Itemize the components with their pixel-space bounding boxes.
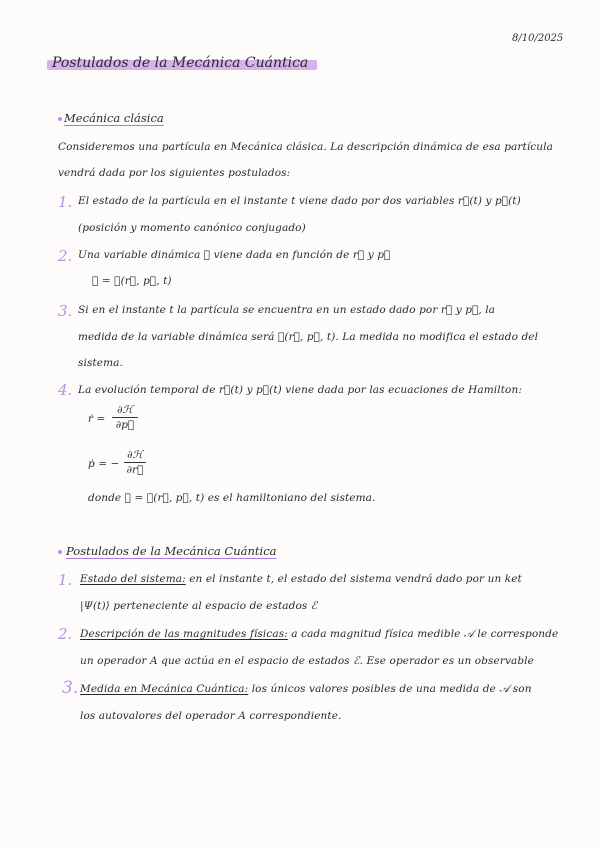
item-line bbox=[80, 628, 558, 641]
item-number: 2. bbox=[58, 247, 73, 265]
item-number: 1. bbox=[58, 571, 73, 589]
equation-lhs: ṗ = − bbox=[88, 458, 120, 470]
section-heading-classical: Mecánica clásica bbox=[64, 111, 164, 125]
postulate-text: a cada magnitud física medible 𝒜 le corresponde bbox=[291, 628, 559, 640]
item-number: 3. bbox=[58, 302, 73, 320]
item-number: 2. bbox=[58, 625, 73, 643]
postulate-label: Descripción de las magnitudes físicas: bbox=[80, 628, 288, 640]
fraction-bar bbox=[112, 417, 138, 418]
fraction-bar bbox=[124, 462, 146, 463]
item-line: La evolución temporal de r⃗(t) y p⃗(t) viene dada por las ecuaciones de Hamilton: bbox=[78, 384, 522, 396]
date: 8/10/2025 bbox=[512, 33, 564, 44]
item-line: medida de la variable dinámica será 𝒜(r⃗, p⃗, t). La medida no modifica el estado del bbox=[78, 331, 539, 343]
intro-line: vendrá dada por los siguientes postulados: bbox=[58, 167, 291, 179]
item-line: |Ψ(t)⟩ perteneciente al espacio de estados ℰ bbox=[80, 600, 318, 612]
item-line bbox=[80, 573, 522, 585]
item-line: (posición y momento canónico conjugado) bbox=[78, 222, 306, 234]
postulate-text: los únicos valores posibles de una medida de 𝒜 son bbox=[251, 683, 532, 695]
item-line: sistema. bbox=[78, 357, 123, 369]
item-line: los autovalores del operador A correspondiente. bbox=[80, 710, 342, 722]
item-line bbox=[80, 683, 532, 696]
item-number: 4. bbox=[58, 381, 73, 399]
item-line: El estado de la partícula en el instante t viene dado por dos variables r⃗(t) y p⃗(t) bbox=[78, 195, 521, 207]
equation-lhs: ṙ = bbox=[88, 413, 106, 425]
page-title: Postulados de la Mecánica Cuántica bbox=[52, 55, 309, 71]
equation-fraction bbox=[112, 404, 138, 431]
fraction-numerator: ∂ℋ bbox=[127, 449, 143, 461]
postulate-label: Estado del sistema: bbox=[80, 573, 186, 585]
item-line: un operador A que actúa en el espacio de estados ℰ. Ese operador es un observable bbox=[80, 655, 534, 667]
fraction-denominator: ∂r⃗ bbox=[126, 464, 144, 476]
section-bullet bbox=[58, 117, 62, 121]
section-heading-quantum: Postulados de la Mecánica Cuántica bbox=[66, 544, 277, 558]
fraction-denominator: ∂p⃗ bbox=[115, 419, 135, 431]
item-number: 3. bbox=[62, 678, 79, 698]
intro-line: Consideremos una partícula en Mecánica clásica. La descripción dinámica de esa partícula bbox=[58, 141, 553, 153]
item-line: Una variable dinámica 𝒜 viene dada en función de r⃗ y p⃗ bbox=[78, 249, 391, 261]
item-number: 1. bbox=[58, 193, 73, 211]
section-bullet bbox=[58, 550, 62, 554]
item-formula: 𝒜 = 𝒜(r⃗, p⃗, t) bbox=[92, 275, 172, 287]
fraction-numerator: ∂ℋ bbox=[117, 404, 133, 416]
item-line: Si en el instante t la partícula se encuentra en un estado dado por r⃗ y p⃗, la bbox=[78, 304, 496, 316]
hamiltonian-line: donde ℋ = ℋ(r⃗, p⃗, t) es el hamiltoniano del sistema. bbox=[88, 492, 376, 504]
postulate-label: Medida en Mecánica Cuántica: bbox=[80, 683, 249, 695]
equation-fraction bbox=[124, 449, 146, 476]
postulate-text: en el instante t, el estado del sistema vendrá dado por un ket bbox=[189, 573, 522, 585]
